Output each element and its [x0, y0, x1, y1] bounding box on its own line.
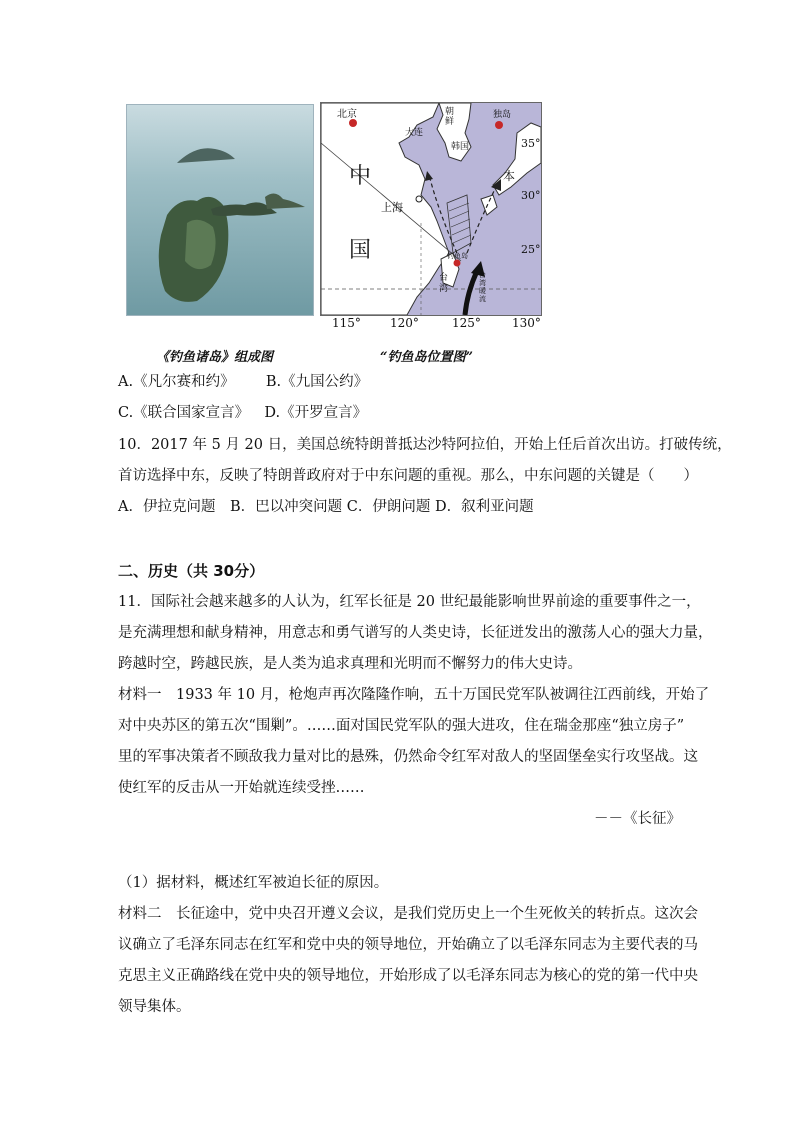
q10-line-1: 10．2017 年 5 月 20 日，美国总统特朗普抵达沙特阿拉伯，开始上任后首次出访。打破传统，	[118, 437, 732, 453]
right-figure-caption: “钓鱼岛位置图”	[380, 350, 473, 365]
q10-line-2: 首访选择中东，反映了特朗普政府对于中东问题的重视。那么，中东问题的关键是（ ）	[118, 468, 698, 484]
q9-options-row1	[118, 372, 368, 392]
map-label-hanguo: 韩国	[451, 142, 470, 152]
q9-option-c: C.《联合国家宣言》	[118, 405, 250, 421]
map-label-zhong: 中	[349, 164, 372, 189]
map-label-japan: 本	[503, 169, 516, 183]
q10-options: A．伊拉克问题 B．巴以冲突问题 C．伊朗问题 D．叙利亚问题	[118, 499, 534, 515]
map-label-korea: 朝鲜	[445, 107, 455, 127]
diaoyu-location-map	[320, 102, 542, 316]
material-1-line-3: 里的军事决策者不顾敌我力量对比的悬殊，仍然命令红军对敌人的坚固堡垒实行攻坚战。这	[118, 749, 698, 765]
material-2-line-2: 议确立了毛泽东同志在红军和党中央的领导地位，开始确立了以毛泽东同志为主要代表的马	[118, 937, 698, 953]
material-1-line-2: 对中央苏区的第五次“围剿”。……面对国民党军队的强大进攻，住在瑞金那座“独立房子”	[118, 718, 685, 734]
q9-option-b: B.《九国公约》	[265, 374, 369, 390]
q9-option-a: A.《凡尔赛和约》	[118, 374, 235, 390]
islands-photo-drawing	[127, 105, 313, 315]
left-figure-caption: 《钓鱼诸岛》组成图	[156, 350, 274, 365]
q9-option-d: D.《开罗宣言》	[264, 405, 368, 421]
material-2-line-1: 材料二 长征途中，党中央召开遵义会议，是我们党历史上一个生死攸关的转折点。这次会	[118, 906, 698, 922]
map-label-dalian: 大连	[405, 128, 424, 138]
map-label-dokdo: 独岛	[493, 110, 512, 120]
material-1-line-1: 材料一 1933 年 10 月，枪炮声再次隆隆作响，五十万国民党军队被调往江西前线，开始了	[118, 687, 710, 703]
map-lat-35: 35°	[521, 137, 541, 150]
location-map-drawing	[321, 103, 541, 315]
section-heading-history: 二、历史（共 30分）	[118, 562, 265, 580]
map-label-diaoyu: 钓鱼岛	[447, 252, 468, 260]
map-label-taiwan: 台湾	[439, 273, 449, 294]
q11-subquestion-1: （1）据材料，概述红军被迫长征的原因。	[118, 875, 389, 891]
material-1-line-4: 使红军的反击从一开始就连续受挫……	[118, 780, 365, 796]
map-label-shanghai: 上海	[381, 201, 403, 214]
map-lat-30: 30°	[521, 189, 541, 202]
map-label-kuroshio: 台湾暖流	[479, 271, 486, 303]
diaoyu-islands-photo	[126, 104, 314, 316]
map-lon-115: 115°	[332, 316, 361, 330]
material-2-line-3: 克思主义正确路线在党中央的领导地位，开始形成了以毛泽东同志为核心的党的第一代中央	[118, 968, 698, 984]
q11-intro-3: 跨越时空，跨越民族，是人类为追求真理和光明而不懈努力的伟大史诗。	[118, 656, 582, 672]
q9-options-row2	[118, 403, 367, 423]
map-label-guo: 国	[349, 238, 372, 263]
q11-intro-1: 11．国际社会越来越多的人认为，红军长征是 20 世纪最能影响世界前途的重要事件之一，	[118, 594, 701, 610]
map-lon-125: 125°	[452, 316, 481, 330]
map-lon-120: 120°	[390, 316, 419, 330]
map-label-beijing: 北京	[337, 109, 357, 120]
q11-intro-2: 是充满理想和献身精神，用意志和勇气谱写的人类史诗，长征迸发出的激荡人心的强大力量，	[118, 625, 713, 641]
map-lat-25: 25°	[521, 243, 541, 256]
map-lon-130: 130°	[512, 316, 541, 330]
material-2-line-4: 领导集体。	[118, 999, 191, 1015]
figure-diaoyu	[118, 98, 548, 365]
material-1-source: －－《长征》	[594, 811, 681, 827]
